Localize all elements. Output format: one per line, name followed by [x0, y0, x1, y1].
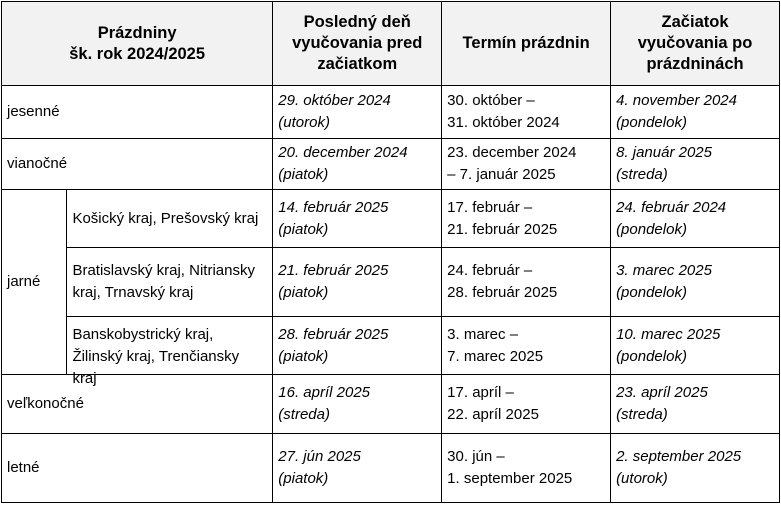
start-cell — [611, 190, 780, 248]
start-weekday: (streda) — [616, 406, 668, 423]
term-from: 30. október – — [447, 92, 535, 109]
start-weekday: (pondelok) — [616, 347, 687, 365]
start-date: 10. marec 2025 — [616, 325, 721, 343]
term-from: 24. február – — [447, 262, 533, 279]
last-day-cell — [273, 248, 442, 317]
last-day-weekday: (utorok) — [278, 114, 330, 131]
term-to: 31. október 2024 — [447, 114, 560, 131]
region-text: Košický kraj, Prešovský kraj — [72, 209, 259, 227]
header-row — [2, 2, 780, 86]
term-from: 17. apríl – — [447, 384, 514, 401]
holiday-name: jesenné — [2, 86, 273, 139]
header-holidays — [2, 2, 273, 86]
term-to: 7. marec 2025 — [447, 347, 544, 365]
last-day-weekday: (piatok) — [278, 166, 329, 183]
term-to: 22. apríl 2025 — [447, 406, 539, 423]
region-text: Banskobystrický kraj, Žilinský kraj, Trenčiansky kraj — [72, 325, 240, 387]
last-day-weekday: (piatok) — [278, 347, 329, 365]
start-cell — [611, 317, 780, 375]
start-weekday: (streda) — [616, 166, 668, 183]
term-from: 23. december 2024 — [447, 144, 577, 161]
last-day-cell — [273, 190, 442, 248]
holiday-name: letné — [2, 434, 273, 503]
header-term: Termín prázdnin — [442, 2, 611, 86]
term-to: 28. február 2025 — [447, 284, 558, 301]
region-cell — [67, 190, 273, 248]
holiday-name: jarné — [2, 190, 67, 375]
holiday-name: veľkonočné — [2, 375, 273, 434]
start-cell — [611, 375, 780, 434]
start-cell — [611, 86, 780, 139]
term-cell — [442, 86, 611, 139]
start-cell — [611, 248, 780, 317]
last-day-date: 21. február 2025 — [278, 262, 389, 279]
holiday-table — [1, 1, 780, 503]
last-day-date: 20. december 2024 — [278, 144, 408, 161]
table-row-velkonocne — [2, 375, 780, 434]
last-day-weekday: (piatok) — [278, 284, 329, 301]
last-day-weekday: (piatok) — [278, 470, 329, 487]
start-weekday: (pondelok) — [616, 284, 687, 301]
start-date: 2. september 2025 — [616, 448, 742, 465]
header-holidays-line2: šk. rok 2024/2025 — [69, 44, 206, 63]
term-cell — [442, 434, 611, 503]
last-day-cell — [273, 317, 442, 375]
last-day-date: 16. apríl 2025 — [278, 384, 371, 401]
last-day-date: 28. február 2025 — [278, 325, 389, 343]
table-row-jarne-2 — [2, 248, 780, 317]
start-cell — [611, 139, 780, 190]
holiday-name: vianočné — [2, 139, 273, 190]
last-day-date: 27. jún 2025 — [278, 448, 361, 465]
table-row-letne — [2, 434, 780, 503]
term-cell — [442, 317, 611, 375]
last-day-cell — [273, 86, 442, 139]
start-cell — [611, 434, 780, 503]
term-cell — [442, 248, 611, 317]
start-date: 8. január 2025 — [616, 144, 712, 161]
last-day-date: 29. október 2024 — [278, 92, 391, 109]
last-day-weekday: (streda) — [278, 406, 330, 423]
term-from: 17. február – — [447, 198, 533, 216]
term-to: 1. september 2025 — [447, 470, 573, 487]
region-text: Bratislavský kraj, Nitriansky kraj, Trnavský kraj — [72, 262, 255, 301]
region-cell — [67, 317, 273, 387]
start-date: 3. marec 2025 — [616, 262, 712, 279]
last-day-cell — [273, 434, 442, 503]
header-holidays-line1: Prázdniny — [97, 23, 177, 42]
start-weekday: (utorok) — [616, 470, 668, 487]
start-weekday: (pondelok) — [616, 220, 687, 238]
term-cell — [442, 139, 611, 190]
table-row-vianocne — [2, 139, 780, 190]
term-from: 3. marec – — [447, 325, 519, 343]
last-day-weekday: (piatok) — [278, 220, 329, 238]
term-cell — [442, 375, 611, 434]
term-cell — [442, 190, 611, 248]
last-day-date: 14. február 2025 — [278, 198, 389, 216]
table-row-jarne-3 — [2, 317, 780, 375]
last-day-cell — [273, 139, 442, 190]
table-row-jarne-1 — [2, 190, 780, 248]
start-date: 23. apríl 2025 — [616, 384, 708, 401]
region-cell — [67, 248, 273, 317]
term-to: 21. február 2025 — [447, 220, 558, 238]
table-row-jesenne — [2, 86, 780, 139]
header-start: Začiatok vyučovania po prázdninách — [611, 2, 780, 86]
header-last-day: Posledný deň vyučovania pred začiatkom — [273, 2, 442, 86]
last-day-cell — [273, 375, 442, 434]
term-to: – 7. január 2025 — [447, 166, 556, 183]
start-date: 4. november 2024 — [616, 92, 737, 109]
start-date: 24. február 2024 — [616, 198, 727, 216]
start-weekday: (pondelok) — [616, 114, 687, 131]
term-from: 30. jún – — [447, 448, 505, 465]
